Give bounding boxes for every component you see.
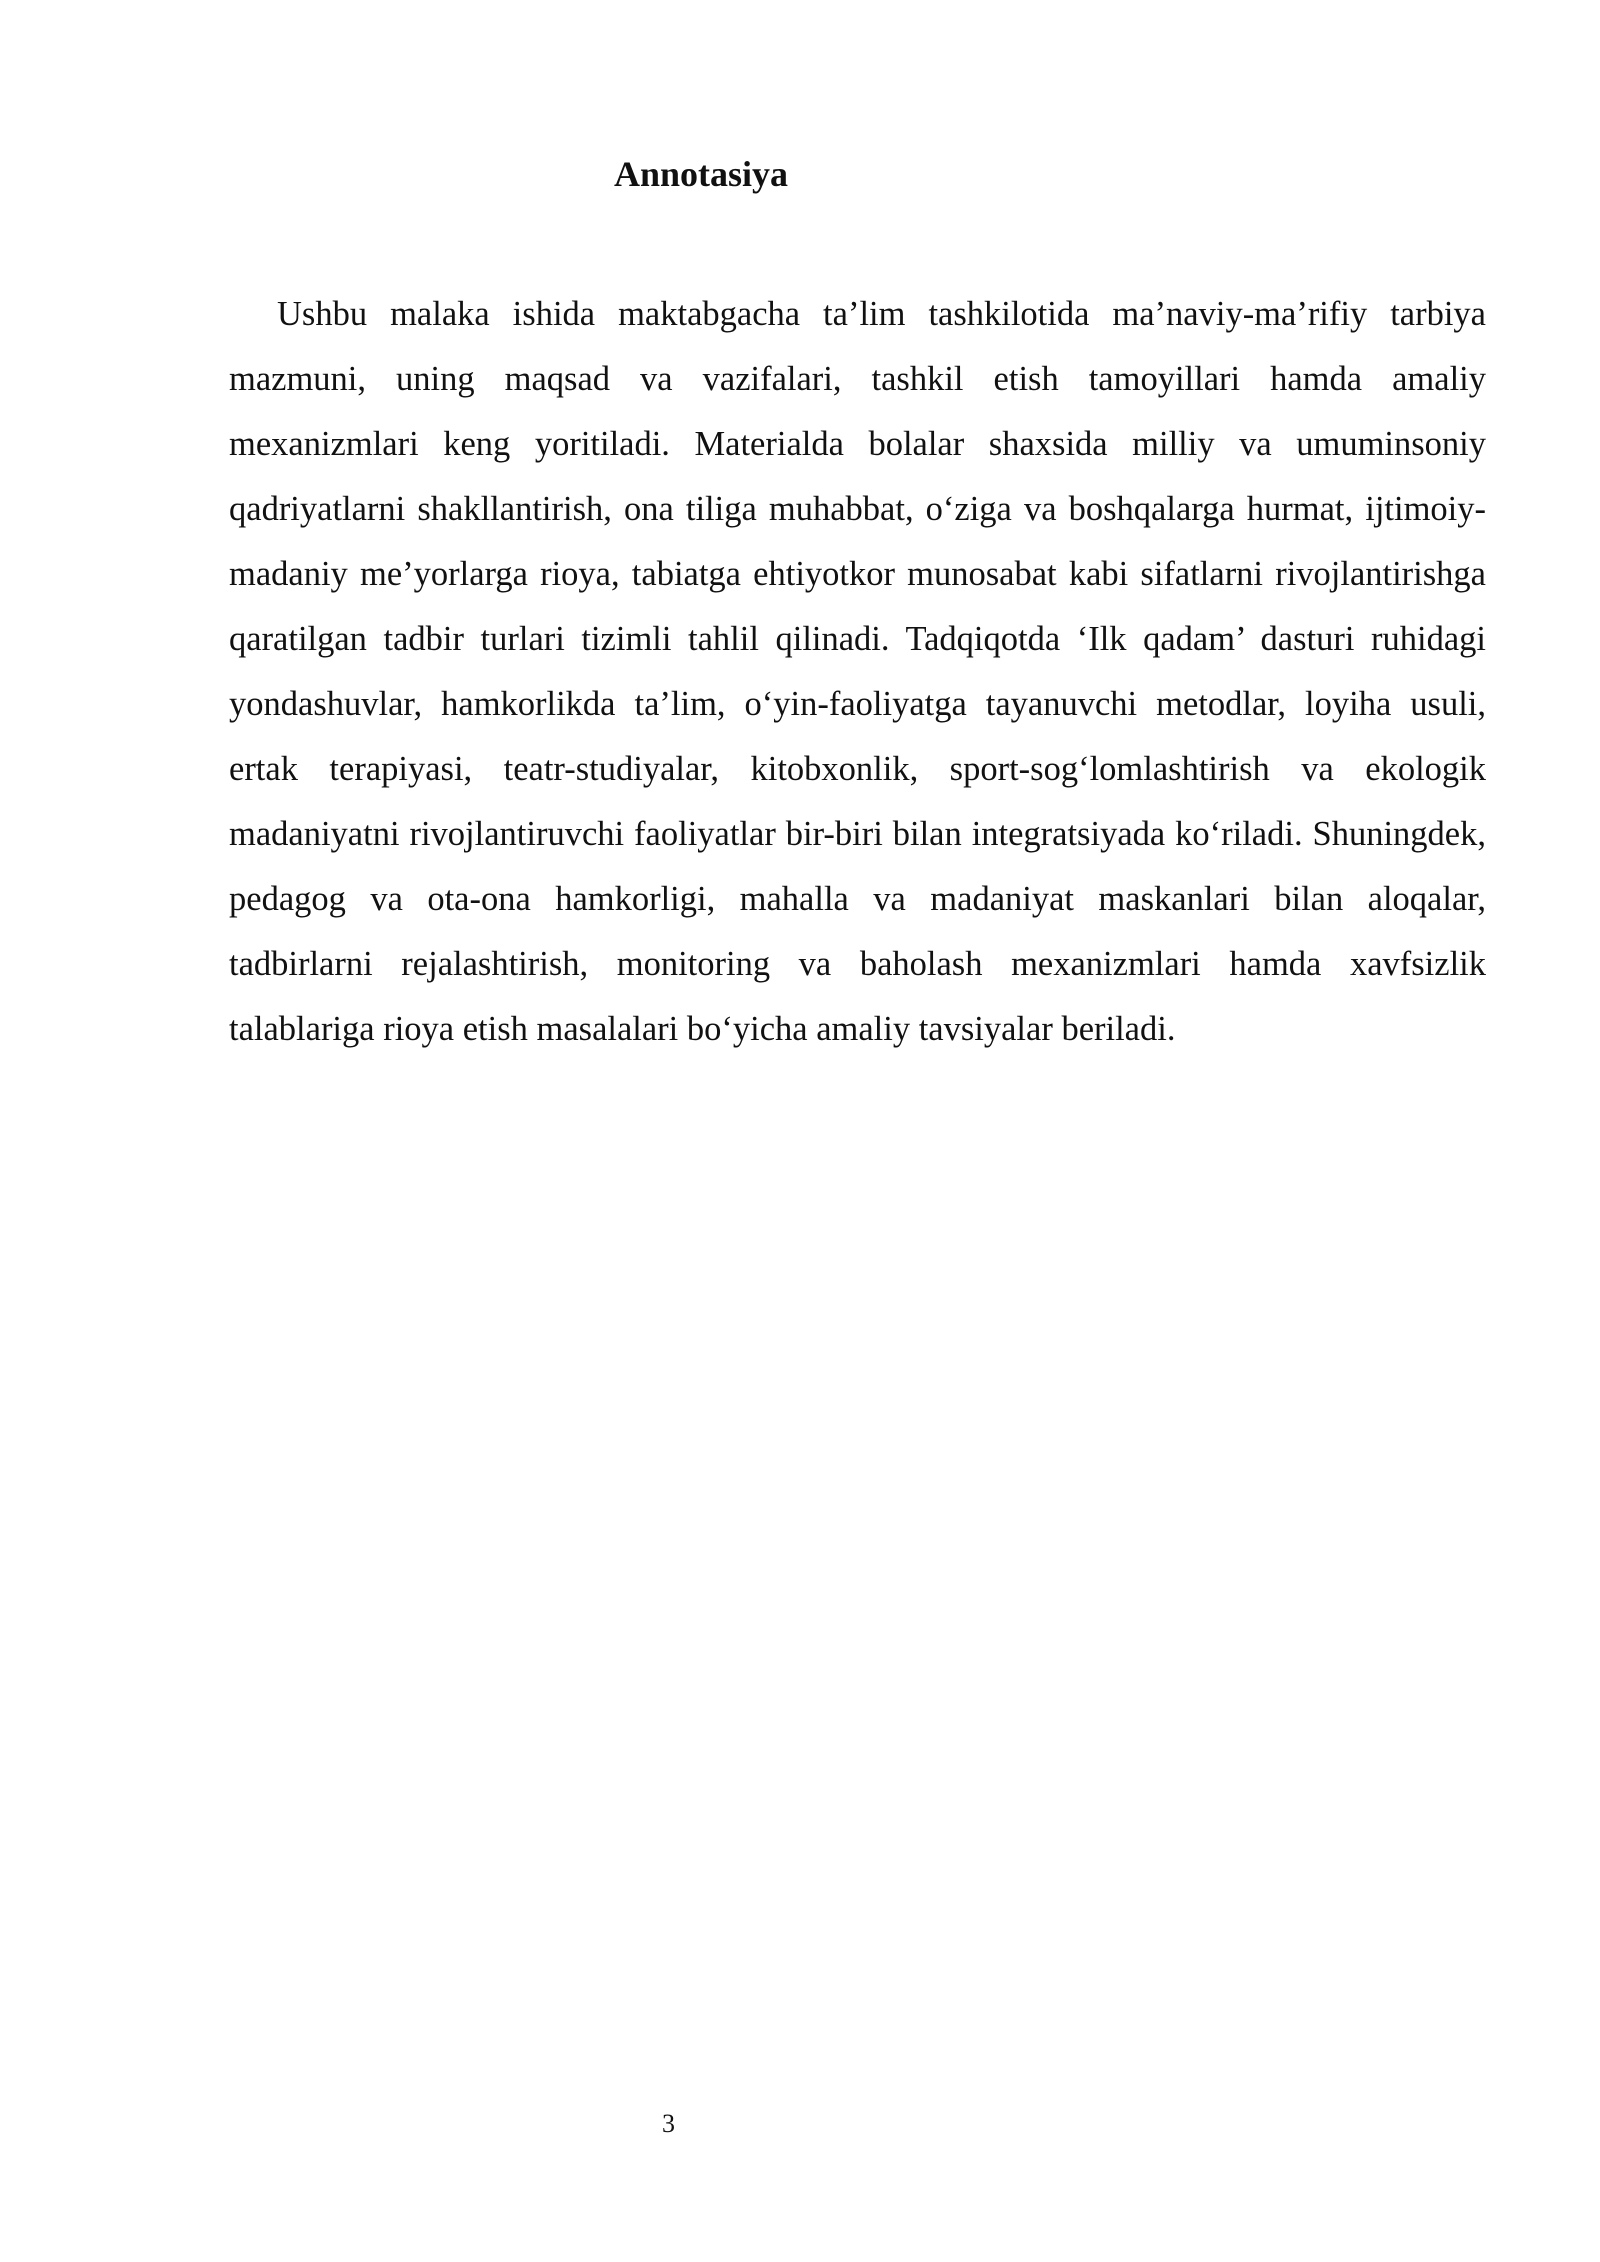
page-number: 3 <box>662 2109 675 2138</box>
abstract-paragraph: Ushbu malaka ishida maktabgacha ta’lim tashkilotida ma’naviy-ma’rifiy tarbiya mazmuni, uning maqsad va vazifalari, tashkil etish tamoyillari hamda amaliy mexanizmlari keng yoritiladi. Materialda bolalar shaxsida milliy va umuminsoniy qadriyatlarni shakllantirish, ona tiliga muhabbat, o‘ziga va boshqalarga hurmat, ijtimoiy-madaniy me’yorlarga rioya, tabiatga ehtiyotkor munosabat kabi sifatlarni rivojlantirishga qaratilgan tadbir turlari tizimli tahlil qilinadi. Tadqiqotda ‘Ilk qadam’ dasturi ruhidagi yondashuvlar, hamkorlikda ta’lim, o‘yin-faoliyatga tayanuvchi metodlar, loyiha usuli, ertak terapiyasi, teatr-studiyalar, kitobxonlik, sport-sog‘lomlashtirish va ekologik madaniyatni rivojlantiruvchi faoliyatlar bir-biri bilan integratsiyada ko‘riladi. Shuningdek, pedagog va ota-ona hamkorligi, mahalla va madaniyat maskanlari bilan aloqalar, tadbirlarni rejalashtirish, monitoring va baholash mexanizmlari hamda xavfsizlik talablariga rioya etish masalalari bo‘yicha amaliy tavsiyalar beriladi. <box>229 295 1486 1048</box>
page-title: Annotasiya <box>614 154 789 194</box>
